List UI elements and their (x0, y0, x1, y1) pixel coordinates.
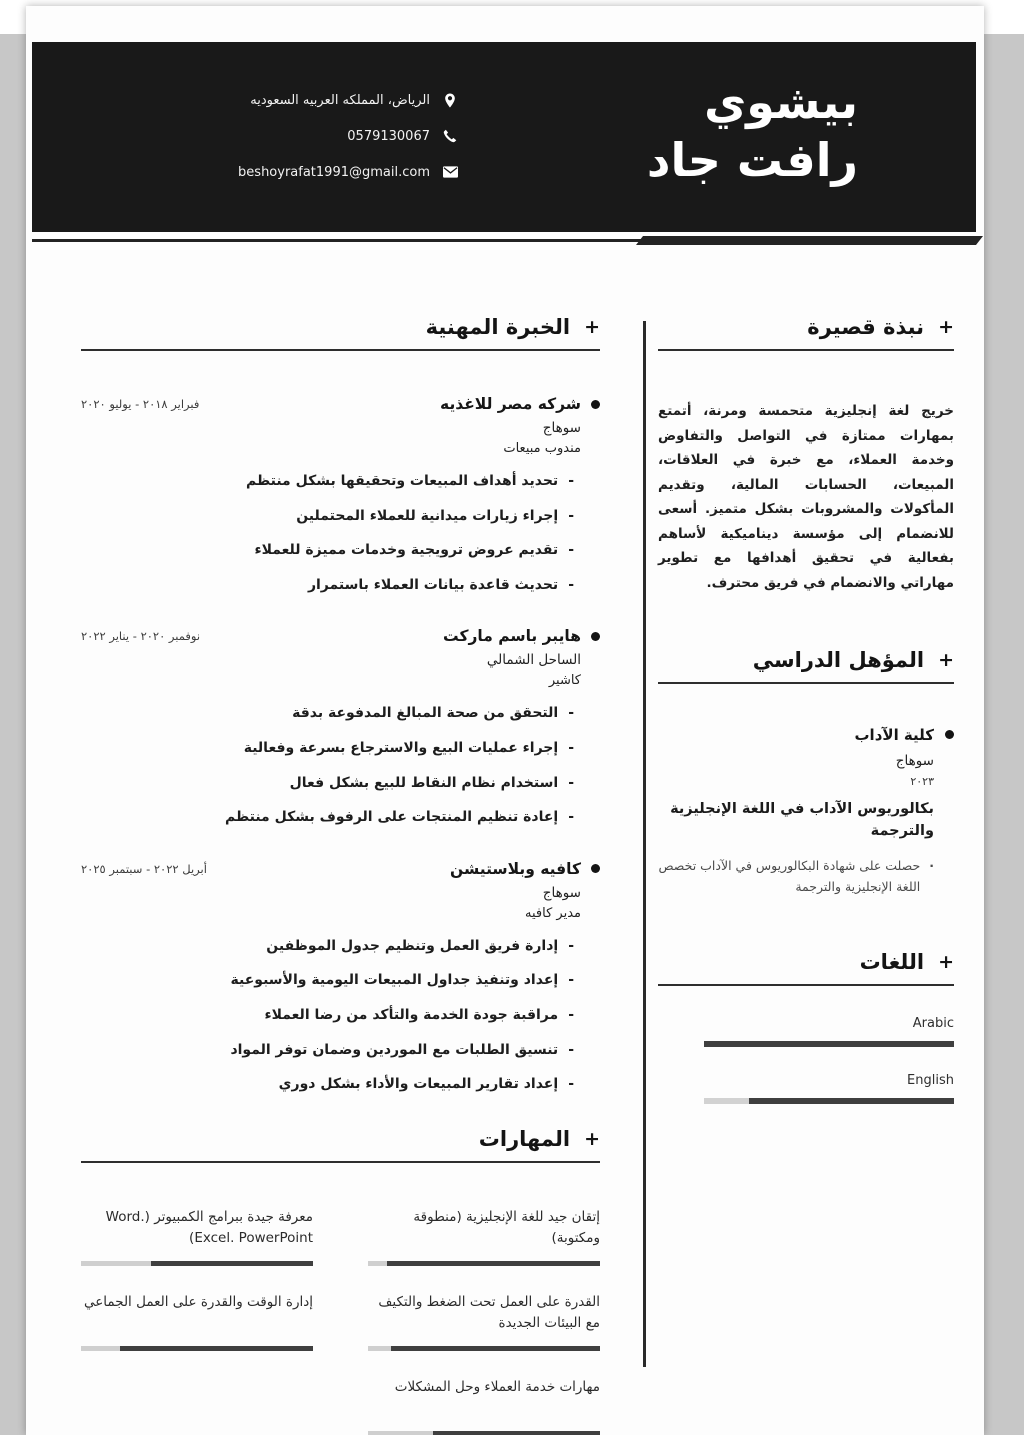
job-dates: أبريل ٢٠٢٢ - سبتمبر ٢٠٢٥ (81, 861, 207, 876)
dash-icon: - (568, 774, 574, 791)
email-text: beshoyrafat1991@gmail.com (238, 164, 430, 180)
job-bullet (81, 808, 600, 828)
dash-icon: - (568, 507, 574, 524)
job-bullet-text: إجراء عمليات البيع والاسترجاع بسرعة وفعالية (243, 739, 559, 756)
dash-icon: - (568, 705, 574, 722)
languages-title-text: اللغات (859, 949, 925, 974)
bullet-dot-icon (591, 632, 600, 641)
section-languages (658, 950, 954, 1104)
job-bullet-text: إعداد وتنفيذ جداول المبيعات اليومية والأسبوعية (230, 972, 559, 989)
plus-icon: + (938, 648, 954, 671)
job-header (81, 627, 600, 645)
education-note (658, 856, 954, 897)
location-pin-icon (442, 92, 458, 108)
job-city: الساحل الشمالي (486, 652, 581, 669)
job-bullet-text: تحديث قاعدة بيانات العملاء باستمرار (307, 576, 559, 593)
job-bullet (81, 704, 600, 724)
section-underline (81, 1161, 600, 1163)
skill-bar (81, 1346, 313, 1351)
skill-bar-fill (433, 1431, 600, 1435)
education-entry (658, 726, 954, 898)
job-bullet-list (81, 704, 600, 827)
job-company-text: هايبر باسم ماركت (443, 627, 581, 646)
education-title (658, 648, 954, 672)
dash-icon: - (568, 542, 574, 559)
job-company (443, 627, 600, 645)
job-dates: نوفمبر ٢٠٢٠ - يناير ٢٠٢٢ (81, 629, 201, 644)
skills-grid (81, 1207, 600, 1435)
job-header (81, 395, 600, 413)
skill-bar-fill (391, 1346, 600, 1351)
job-header (81, 860, 600, 878)
skill-item (81, 1292, 313, 1351)
name-line-2: رافت جاد (646, 132, 858, 187)
education-degree: بكالوريوس الآداب في اللغة الإنجليزية والترجمة (670, 800, 934, 839)
job-bullet-text: مراقبة جودة الخدمة والتأكد من رضا العملاء (264, 1006, 559, 1023)
skill-bar-fill (120, 1346, 313, 1351)
dash-icon: - (568, 739, 574, 756)
contact-location (250, 92, 458, 108)
skill-item (368, 1207, 600, 1266)
resume-page (26, 6, 984, 1435)
language-bar (704, 1041, 954, 1047)
job-entry (81, 395, 600, 595)
education-school-text: كلية الآداب (854, 725, 934, 744)
job-company (440, 395, 600, 413)
experience-title-text: الخبرة المهنية (425, 315, 571, 339)
plus-icon: + (938, 950, 954, 973)
skills-title-text: المهارات (478, 1126, 571, 1151)
job-role: كاشير (548, 673, 581, 689)
job-city: سوهاج (542, 884, 581, 901)
education-school (658, 726, 954, 744)
section-underline (81, 349, 600, 351)
skill-bar (368, 1431, 600, 1435)
dash-icon: - (568, 809, 574, 826)
skill-bar-fill (151, 1261, 313, 1266)
dash-icon: - (568, 1076, 574, 1093)
job-bullet-list (81, 937, 600, 1095)
language-item (704, 1073, 954, 1104)
job-entry (81, 860, 600, 1095)
job-bullet-list (81, 472, 600, 595)
candidate-name (647, 74, 858, 190)
job-bullet (81, 1041, 600, 1061)
job-list (81, 395, 600, 1095)
skill-label: مهارات خدمة العملاء وحل المشكلات (394, 1378, 600, 1395)
plus-icon: + (584, 1127, 600, 1150)
job-bullet (81, 472, 600, 492)
job-bullet-text: إجراء زيارات ميدانية للعملاء المحتملين (296, 507, 559, 524)
skills-title (81, 1127, 600, 1151)
job-bullet (81, 937, 600, 957)
language-name: Arabic (912, 1015, 954, 1031)
job-bullet-text: التحقق من صحة المبالغ المدفوعة بدقة (292, 705, 559, 722)
summary-title (658, 315, 954, 339)
job-entry (81, 627, 600, 827)
education-city: سوهاج (895, 752, 934, 769)
contact-block (238, 92, 458, 180)
language-bar-fill (704, 1041, 954, 1047)
bullet-dot-icon (591, 864, 600, 873)
skill-label: معرفة جيدة ببرامج الكمبيوتر (Word. Excel. PowerPoint) (105, 1208, 313, 1247)
header-divider (32, 236, 976, 245)
language-bar (704, 1098, 954, 1104)
resume-body (26, 245, 984, 1435)
job-company-text: شركه مصر للاغذيه (440, 395, 581, 413)
section-underline (658, 984, 954, 986)
sidebar-column (658, 315, 954, 1435)
skill-bar-fill (387, 1261, 600, 1266)
job-bullet (81, 541, 600, 561)
skill-bar (368, 1261, 600, 1266)
dash-icon: - (568, 1006, 574, 1023)
job-bullet (81, 971, 600, 991)
job-bullet-text: إعداد تقارير المبيعات والأداء بشكل دوري (278, 1076, 559, 1093)
skill-bar (368, 1346, 600, 1351)
plus-icon: + (584, 316, 600, 338)
skill-item (368, 1377, 600, 1435)
language-list (658, 1016, 954, 1104)
section-skills (81, 1127, 600, 1435)
job-role: مدير كافيه (525, 905, 581, 921)
phone-icon (442, 128, 458, 144)
languages-title (658, 950, 954, 974)
dash-icon: - (568, 1041, 574, 1058)
job-bullet (81, 1075, 600, 1095)
job-bullet-text: استخدام نظام النقاط للبيع بشكل فعال (289, 774, 559, 791)
summary-paragraph: خريج لغة إنجليزية متحمسة ومرنة، أتمتع بمهارات ممتازة في التواصل والتفاوض وخدمة العملاء، مع خبرة في العلاقات، المبيعات، الحسابات المالية، وتقديم المأكولات والمشروبات بشكل متميز. أسعى للانضمام إلى مؤسسة ديناميكية لأساهم بفعالية في تحقيق أهدافها مع تطوير مهاراتي والانضمام في فريق محترف. (658, 403, 954, 591)
language-name: English (907, 1072, 954, 1088)
job-bullet-text: تنسيق الطلبات مع الموردين وضمان توفر المواد (230, 1041, 559, 1058)
contact-phone (347, 128, 458, 144)
bullet-dot-icon (591, 400, 600, 409)
skill-item (81, 1207, 313, 1266)
bullet-dot-icon (945, 730, 954, 739)
dash-icon: - (568, 937, 574, 954)
column-divider (643, 321, 646, 1367)
skill-label: إتقان جيد للغة الإنجليزية (منطوقة ومكتوبة) (413, 1208, 600, 1247)
job-company (450, 860, 600, 878)
job-bullet-text: تقديم عروض ترويجية وخدمات مميزة للعملاء (254, 542, 559, 559)
summary-title-text: نبذة قصيرة (807, 315, 925, 339)
job-dates: فبراير ٢٠١٨ - يوليو ٢٠٢٠ (81, 397, 200, 411)
job-bullet (81, 507, 600, 527)
plus-icon: + (938, 316, 954, 338)
job-bullet (81, 739, 600, 759)
contact-email (238, 164, 458, 180)
header-divider-thick (636, 236, 983, 245)
phone-text: 0579130067 (347, 128, 430, 144)
job-bullet-text: تحديد أهداف المبيعات وتحقيقها بشكل منتظم (246, 473, 559, 489)
section-underline (658, 682, 954, 684)
job-bullet (81, 576, 600, 596)
job-bullet (81, 774, 600, 794)
main-column (81, 315, 600, 1435)
skill-label: القدرة على العمل تحت الضغط والتكيف مع البيئات الجديدة (378, 1293, 600, 1332)
dash-icon: - (568, 972, 574, 989)
skill-bar (81, 1261, 313, 1266)
education-note-text: حصلت على شهادة البكالوريوس في الآداب تخصص اللغة الإنجليزية والترجمة (658, 858, 921, 895)
language-bar-fill (749, 1098, 954, 1104)
name-line-1: بيشوي (704, 75, 858, 129)
skill-item (368, 1292, 600, 1351)
section-summary (658, 315, 954, 596)
dash-icon: - (568, 473, 574, 489)
location-text: الرياض، المملكه العربيه السعوديه (250, 92, 430, 108)
job-bullet (81, 1006, 600, 1026)
job-bullet-text: إدارة فريق العمل وتنظيم جدول الموظفين (266, 937, 559, 954)
job-role: مندوب مبيعات (503, 441, 581, 456)
education-year: ٢٠٢٣ (910, 774, 934, 788)
dash-icon: - (568, 576, 574, 593)
job-company-text: كافيه وبلاستيشن (450, 859, 581, 878)
skill-label: إدارة الوقت والقدرة على العمل الجماعي (84, 1293, 313, 1310)
job-city: سوهاج (542, 420, 581, 436)
education-title-text: المؤهل الدراسي (752, 647, 925, 672)
language-item (704, 1016, 954, 1047)
job-bullet-text: إعادة تنظيم المنتجات على الرفوف بشكل منتظم (225, 809, 559, 826)
section-underline (658, 349, 954, 351)
experience-title (81, 315, 600, 339)
resume-header (32, 42, 976, 232)
sub-bullet-icon: · (929, 858, 934, 874)
envelope-icon (442, 164, 458, 180)
section-education (658, 648, 954, 898)
